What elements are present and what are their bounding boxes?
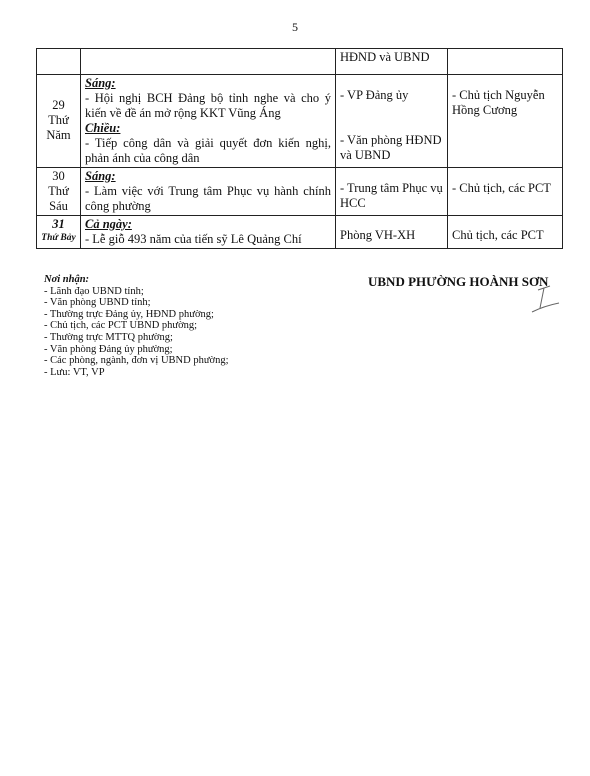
chair-cell — [448, 75, 563, 168]
chair-text: Chủ tịch, các PCT — [452, 228, 544, 242]
recipient-item: - Thường trực MTTQ phường; — [44, 331, 173, 343]
location-text: - Văn phòng HĐND và UBND — [340, 133, 442, 162]
day-cell — [37, 216, 81, 249]
location-cell — [336, 75, 448, 168]
day-cell — [37, 168, 81, 216]
table-row — [37, 216, 563, 249]
content-cell — [81, 75, 336, 168]
day-name: Thứ Năm — [46, 113, 71, 142]
recipient-item: - Các phòng, ngành, đơn vị UBND phường; — [44, 355, 229, 367]
recipients-title: Nơi nhận: — [44, 274, 90, 285]
signature-mark-icon — [528, 282, 562, 316]
day-cell — [37, 75, 81, 168]
recipients-block — [44, 274, 229, 378]
agenda-item: - Làm việc với Trung tâm Phục vụ hành chính công phường — [85, 184, 331, 213]
location-cell — [336, 49, 448, 75]
recipient-item: - Thường trực Đảng ủy, HĐND phường; — [44, 308, 214, 320]
recipient-item: - Văn phòng Đảng ủy phường; — [44, 343, 173, 355]
chair-cell — [448, 168, 563, 216]
chair-text: - Chủ tịch Nguyễn Hồng Cương — [452, 88, 545, 117]
recipient-item: - Chủ tịch, các PCT UBND phường; — [44, 320, 198, 332]
content-cell — [81, 216, 336, 249]
session-label-morning: Sáng: — [85, 76, 116, 90]
content-cell — [81, 168, 336, 216]
table-row — [37, 168, 563, 216]
day-name: Thứ Bảy — [41, 233, 76, 243]
location-text: - Trung tâm Phục vụ HCC — [340, 181, 443, 210]
agenda-item: - Lễ giỗ 493 năm của tiến sỹ Lê Quảng Chí — [85, 232, 302, 246]
chair-cell — [448, 49, 563, 75]
agenda-item: - Tiếp công dân và giải quyết đơn kiến nghị, phản ánh của công dân — [85, 136, 331, 165]
signer-title: UBND PHƯỜNG HOÀNH SƠN — [368, 274, 549, 289]
recipient-item: - Văn phòng UBND tỉnh; — [44, 297, 151, 309]
table-row — [37, 75, 563, 168]
day-cell — [37, 49, 81, 75]
chair-text: - Chủ tịch, các PCT — [452, 181, 551, 195]
agenda-item: - Hội nghị BCH Đảng bộ tỉnh nghe và cho ý kiến về đề án mở rộng KKT Vũng Áng — [85, 91, 331, 120]
day-number: 29 — [52, 98, 65, 112]
session-label-allday: Cả ngày: — [85, 217, 132, 231]
page-number: 5 — [292, 20, 298, 34]
location-cell — [336, 216, 448, 249]
chair-cell — [448, 216, 563, 249]
location-text: HĐND và UBND — [340, 50, 430, 64]
location-text: Phòng VH-XH — [340, 228, 416, 242]
day-number: 31 — [52, 217, 65, 231]
location-cell — [336, 168, 448, 216]
session-label-afternoon: Chiều: — [85, 121, 121, 135]
day-name: Thứ Sáu — [48, 184, 69, 213]
content-cell — [81, 49, 336, 75]
day-number: 30 — [52, 169, 65, 183]
recipient-item: - Lãnh đạo UBND tỉnh; — [44, 285, 144, 297]
recipient-item: - Lưu: VT, VP — [44, 366, 105, 378]
table-row — [37, 49, 563, 75]
schedule-table — [36, 48, 563, 249]
session-label-morning: Sáng: — [85, 169, 116, 183]
location-text: - VP Đảng ủy — [340, 88, 409, 102]
